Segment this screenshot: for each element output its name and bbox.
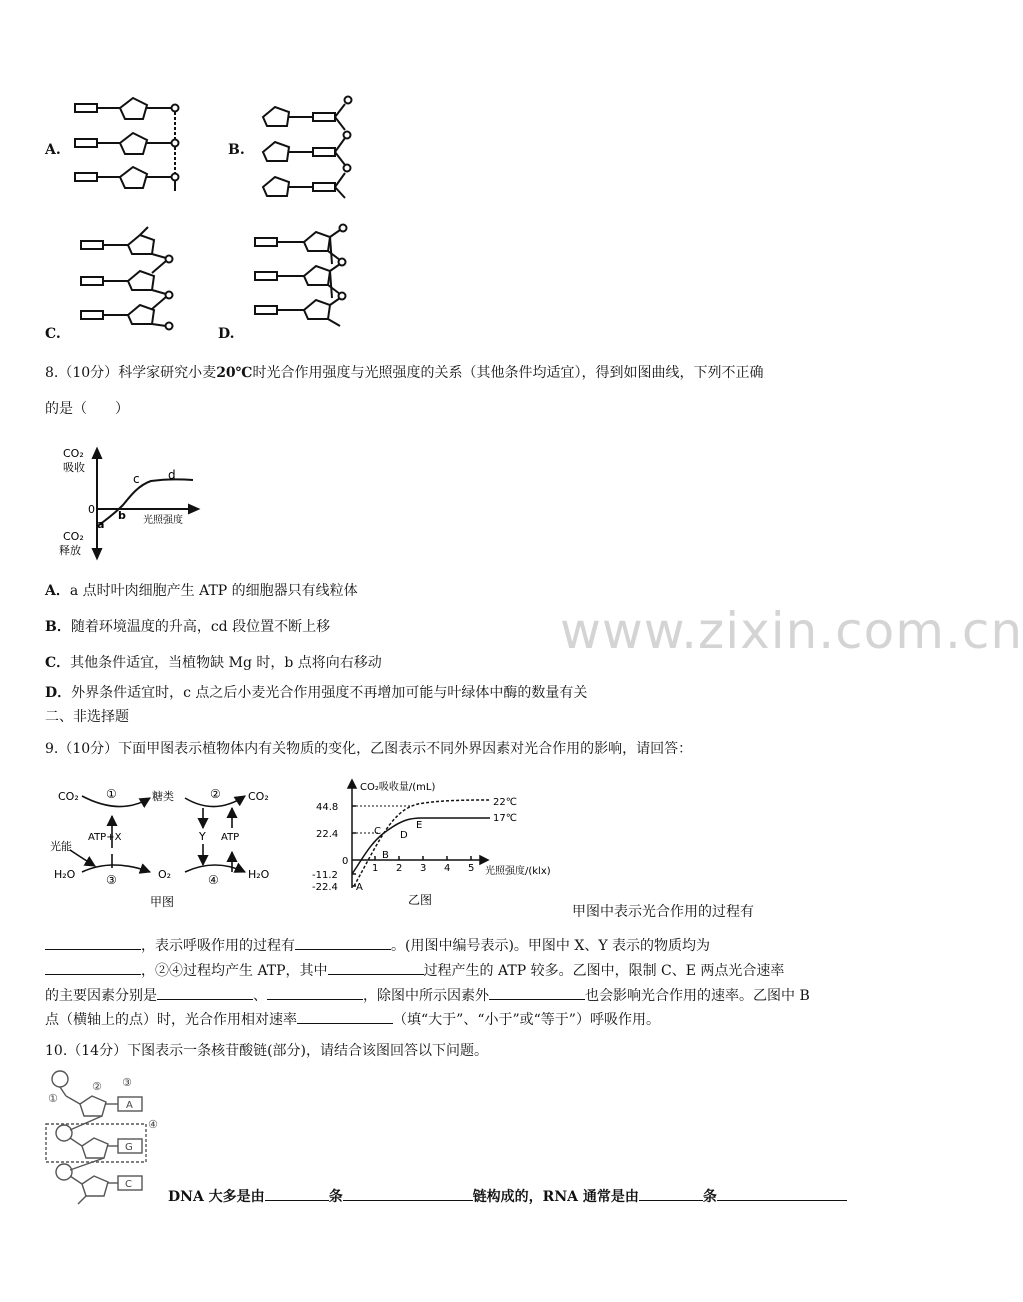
q8-stem-line1: [45, 362, 763, 382]
jia-atp-x: ATP+X: [88, 832, 122, 843]
q9-l1-b: 。(用图中编号表示)。甲图中 X、Y 表示的物质均为: [391, 938, 711, 954]
q9-stem-text: 下面甲图表示植物体内有关物质的变化，乙图表示不同外界因素对光合作用的影响，请回答：: [118, 741, 693, 757]
q8-graph-ylabel-bot-2: 释放: [59, 544, 81, 557]
q9-after-figure: 甲图中表示光合作用的过程有: [572, 904, 754, 920]
q9-line2: [45, 960, 784, 980]
q9-line1: [45, 935, 710, 955]
jia-h2o-left: H₂O: [54, 868, 76, 881]
q10-a4: 条: [702, 1189, 717, 1205]
q8-stem-part1: 科学家研究小麦: [118, 365, 217, 381]
q9-line3: [45, 985, 810, 1005]
jia-co2-right: CO₂: [248, 790, 269, 803]
q9-blank-7[interactable]: [489, 986, 585, 1000]
yi-tick-x-2: 3: [420, 863, 427, 874]
q8-option-d-letter: D．: [45, 685, 72, 701]
yi-legend-17: 17℃: [493, 813, 517, 824]
q8-option-b-letter: B．: [45, 619, 71, 635]
q9-line4: [45, 1009, 660, 1029]
q9-l4-b: （填“大于”、“小于”或“等于”）呼吸作用。: [393, 1012, 660, 1028]
jia-y: Y: [199, 830, 206, 843]
q8-option-a[interactable]: [45, 580, 358, 600]
section-heading: 二、非选择题: [45, 709, 129, 725]
q8-option-c[interactable]: [45, 652, 382, 672]
yi-tick-x-1: 2: [396, 863, 403, 874]
q10-blank-3[interactable]: [639, 1187, 703, 1201]
option-a-diagram: [70, 95, 190, 195]
q9-blank-6[interactable]: [267, 986, 363, 1000]
q8-score: （10分）: [58, 365, 119, 381]
yi-legend-22: 22℃: [493, 797, 517, 808]
yi-tick-y-3: -11.2: [312, 870, 338, 881]
q8-graph-point-c: c: [133, 472, 140, 486]
yi-ylabel: CO₂吸收量/(mL): [360, 782, 436, 793]
q10-blank-2[interactable]: [343, 1187, 473, 1201]
q9-l3-d: 也会影响光合作用的速率。乙图中 B: [585, 988, 810, 1004]
q9-l2-b: 过程均产生 ATP，其中: [183, 963, 328, 979]
q8-graph-point-b: b: [118, 509, 126, 522]
q8-option-b[interactable]: [45, 616, 330, 636]
jia-caption: 甲图: [150, 895, 175, 909]
q10-number: 10.: [45, 1043, 68, 1059]
q8-option-c-letter: C．: [45, 655, 71, 671]
q9-jia-diagram: [50, 780, 290, 910]
q9-stem: [45, 738, 692, 758]
yi-point-c: C: [374, 826, 381, 837]
option-c-label: C.: [45, 326, 61, 342]
jia-h2o-right: H₂O: [248, 868, 270, 881]
jia-light: 光能: [50, 840, 72, 853]
q8-graph-origin: 0: [88, 503, 95, 516]
yi-tick-x-0: 1: [372, 863, 379, 874]
yi-tick-y-0: 44.8: [316, 802, 339, 813]
jia-atp: ATP: [221, 832, 240, 843]
q8-graph-point-d: d: [168, 468, 176, 482]
q10-stem-text: 下图表示一条核苷酸链(部分)，请结合该图回答以下问题。: [127, 1043, 489, 1059]
q8-option-d-text: 外界条件适宜时，c 点之后小麦光合作用强度不再增加可能与叶绿体中酶的数量有关: [71, 685, 588, 701]
q10-blank-4[interactable]: [717, 1187, 847, 1201]
option-d-label: D.: [218, 326, 235, 342]
q8-option-d[interactable]: [45, 682, 587, 702]
q9-l2-c: 过程产生的 ATP 较多。乙图中，限制 C、E 两点光合速率: [423, 963, 785, 979]
q8-option-a-text: a 点时叶肉细胞产生 ATP 的细胞器只有线粒体: [69, 583, 358, 599]
option-d-diagram: [252, 220, 362, 330]
q8-stem-line2: 的是（ ）: [45, 401, 129, 417]
q10-a2: 条: [328, 1189, 343, 1205]
q9-score: （10分）: [58, 741, 119, 757]
q9-yi-chart: [310, 778, 570, 908]
jia-sugar: 糖类: [152, 790, 174, 803]
yi-tick-y-2: 0: [342, 856, 349, 867]
q8-option-b-text: 随着环境温度的升高，cd 段位置不断上移: [70, 619, 331, 635]
q9-l2-a: ，: [141, 963, 155, 979]
watermark: www.zixin.com.cn: [560, 602, 1023, 660]
q9-l2-circ: ②④: [155, 963, 183, 979]
q10-blank-1[interactable]: [265, 1187, 329, 1201]
jia-o2: O₂: [158, 868, 172, 881]
q8-graph-ylabel-top-1: CO₂: [63, 447, 84, 460]
yi-tick-y-1: 22.4: [316, 829, 339, 840]
yi-point-e: E: [416, 820, 423, 831]
q8-number: 8.: [45, 365, 59, 381]
q10-a1: DNA 大多是由: [168, 1189, 265, 1205]
q10-base-c: C: [125, 1179, 132, 1190]
yi-point-a: A: [356, 882, 363, 893]
q8-temp: 20℃: [216, 365, 253, 381]
q8-graph-point-a: a: [97, 518, 105, 531]
q8-graph-ylabel-top-2: 吸收: [63, 461, 85, 474]
yi-tick-x-3: 4: [444, 863, 451, 874]
option-b-diagram: [255, 90, 365, 205]
yi-xlabel: 光照强度/(klx): [485, 866, 551, 877]
q10-answer-line: [168, 1186, 847, 1206]
q9-l3-c: ，除图中所示因素外: [363, 988, 489, 1004]
q10-label-2: ②: [92, 1080, 102, 1093]
q9-blank-2[interactable]: [295, 936, 391, 950]
yi-caption: 乙图: [408, 893, 433, 907]
q10-score: （14分）: [67, 1043, 128, 1059]
q9-l4-a: 点（横轴上的点）时，光合作用相对速率: [45, 1012, 297, 1028]
yi-point-d: D: [400, 830, 408, 841]
option-a-label: A.: [45, 142, 61, 158]
q8-graph: [55, 445, 205, 560]
option-c-diagram: [78, 225, 188, 335]
q10-label-4: ④: [148, 1118, 158, 1131]
option-b-label: B.: [228, 142, 245, 158]
q8-graph-ylabel-bot-1: CO₂: [63, 530, 84, 543]
q9-number: 9.: [45, 741, 59, 757]
q8-option-a-letter: A．: [45, 583, 70, 599]
q9-blank-5[interactable]: [157, 986, 253, 1000]
jia-circle-3: ③: [106, 873, 117, 887]
q10-label-3: ③: [122, 1076, 132, 1089]
q8-graph-xlabel: 光照强度: [143, 515, 183, 526]
q8-option-c-text: 其他条件适宜，当植物缺 Mg 时，b 点将向右移动: [70, 655, 382, 671]
q9-l1-a: ，表示呼吸作用的过程有: [141, 938, 295, 954]
q10-nucleotide-diagram: [44, 1066, 184, 1206]
yi-tick-x-4: 5: [468, 863, 475, 874]
jia-circle-2: ②: [210, 787, 221, 801]
q10-base-g: G: [125, 1142, 133, 1153]
q9-blank-1[interactable]: [45, 936, 141, 950]
q10-stem: [45, 1040, 488, 1060]
q10-base-a: A: [126, 1100, 133, 1111]
q9-l3-a: 的主要因素分别是: [45, 988, 157, 1004]
jia-circle-4: ④: [208, 873, 219, 887]
q10-a3: 链构成的，RNA 通常是由: [472, 1189, 639, 1205]
yi-tick-y-4: -22.4: [312, 882, 338, 893]
jia-co2-left: CO₂: [58, 790, 79, 803]
q9-blank-8[interactable]: [297, 1010, 393, 1024]
q8-stem-part2: 时光合作用强度与光照强度的关系（其他条件均适宜），得到如图曲线，下列不正确: [252, 365, 764, 381]
q9-blank-4[interactable]: [328, 961, 424, 975]
yi-point-b: B: [382, 850, 389, 861]
q9-blank-3[interactable]: [45, 961, 141, 975]
q9-l3-b: 、: [253, 988, 267, 1004]
q10-label-1: ①: [48, 1092, 58, 1105]
jia-circle-1: ①: [106, 787, 117, 801]
